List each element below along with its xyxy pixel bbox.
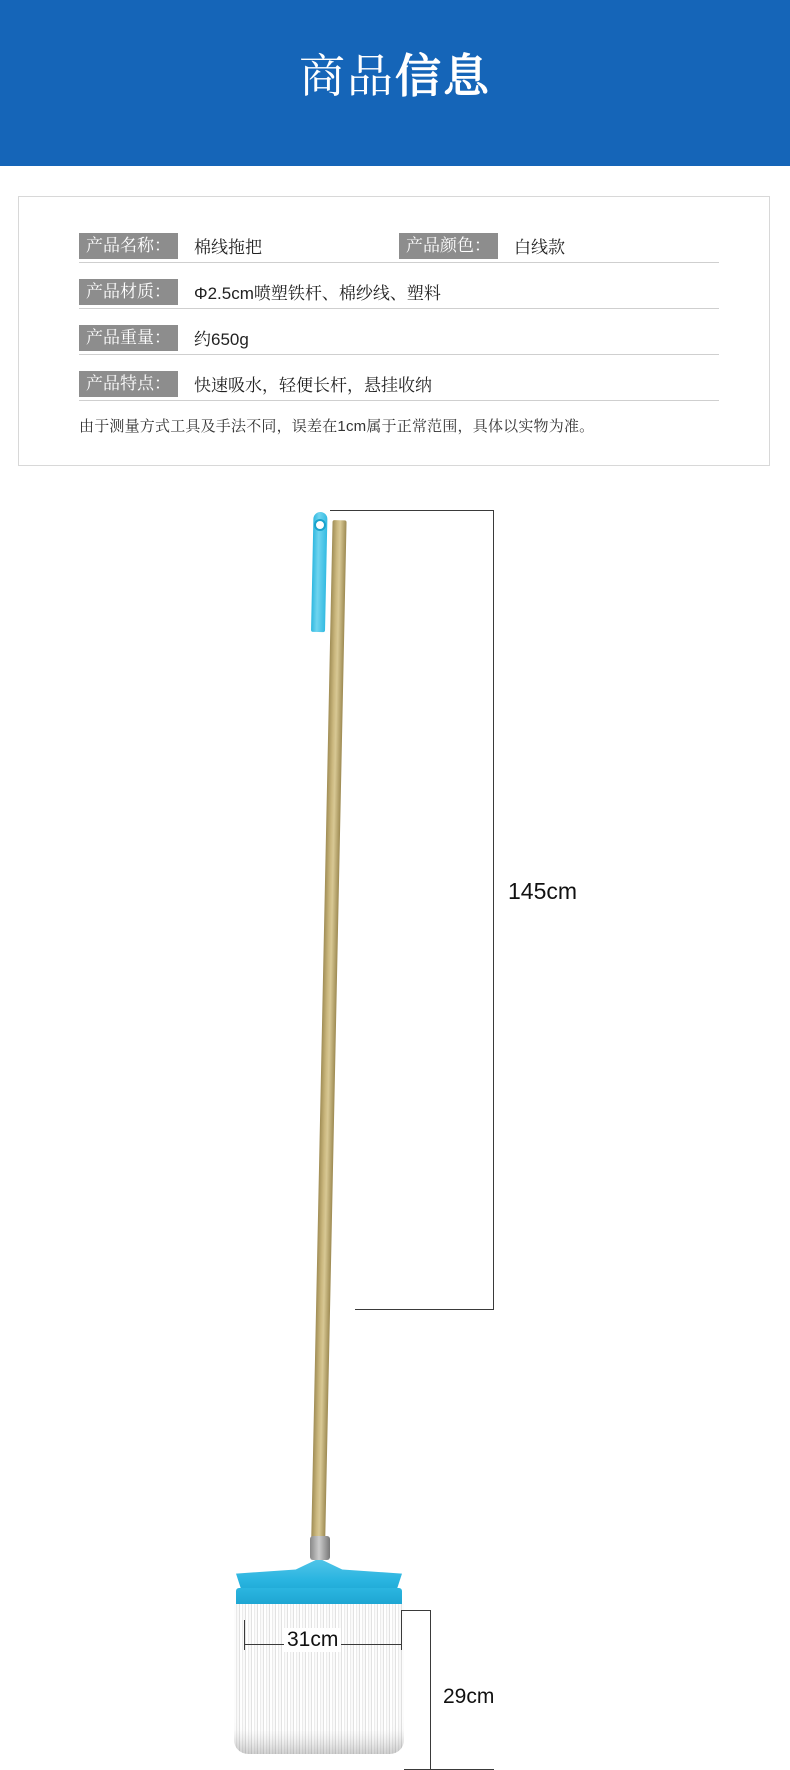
spec-label-features: 产品特点： xyxy=(79,371,178,397)
page-title xyxy=(299,50,491,102)
dimension-tick-bottom xyxy=(355,1309,493,1310)
dimension-label-head-width: 31cm xyxy=(284,1628,341,1652)
dimension-line-string-length xyxy=(430,1610,431,1770)
spec-label-product-color: 产品颜色： xyxy=(399,233,498,259)
spec-label-material: 产品材质： xyxy=(79,279,178,305)
dimension-line-total-height xyxy=(493,510,494,1310)
dimension-label-total-height: 145cm xyxy=(508,878,578,904)
spec-cell-color xyxy=(399,233,565,261)
table-row xyxy=(79,231,719,263)
measurement-disclaimer: 由于测量方式工具及手法不同，误差在1cm属于正常范围，具体以实物为准。 xyxy=(79,418,595,435)
dimension-tick-head-right xyxy=(401,1610,402,1650)
pole-connector xyxy=(310,1536,330,1560)
spec-value-material: Φ2.5cm喷塑铁杆、棉纱线、塑料 xyxy=(194,283,441,303)
spec-label-product-name: 产品名称： xyxy=(79,233,178,259)
spec-value-weight: 约650g xyxy=(194,329,249,349)
spec-label-weight: 产品重量： xyxy=(79,325,178,351)
page-header-banner xyxy=(0,0,790,166)
banner-title-wrap xyxy=(0,0,790,152)
dimension-label-string-length: 29cm xyxy=(440,1685,497,1709)
product-image xyxy=(0,470,790,1708)
spec-cell-name xyxy=(79,233,399,261)
hanging-hole-icon xyxy=(314,519,326,531)
specification-card xyxy=(18,196,770,466)
spec-value-product-color: 白线款 xyxy=(514,237,565,257)
table-row xyxy=(79,369,719,401)
page-title-part2: 信息 xyxy=(395,50,491,102)
spec-value-features: 快速吸水，轻便长杆，悬挂收纳 xyxy=(194,375,432,395)
mop-pole xyxy=(311,520,347,1550)
spec-value-product-name: 棉线拖把 xyxy=(194,237,262,257)
page-title-part1: 商品 xyxy=(299,50,395,102)
dimension-tick-top xyxy=(330,510,493,511)
specification-table xyxy=(79,231,719,415)
dimension-tick-string-top xyxy=(402,1610,430,1611)
dimension-tick-head-left xyxy=(244,1620,245,1650)
mop-cotton-strings xyxy=(234,1604,404,1754)
table-row xyxy=(79,323,719,355)
table-row xyxy=(79,277,719,309)
